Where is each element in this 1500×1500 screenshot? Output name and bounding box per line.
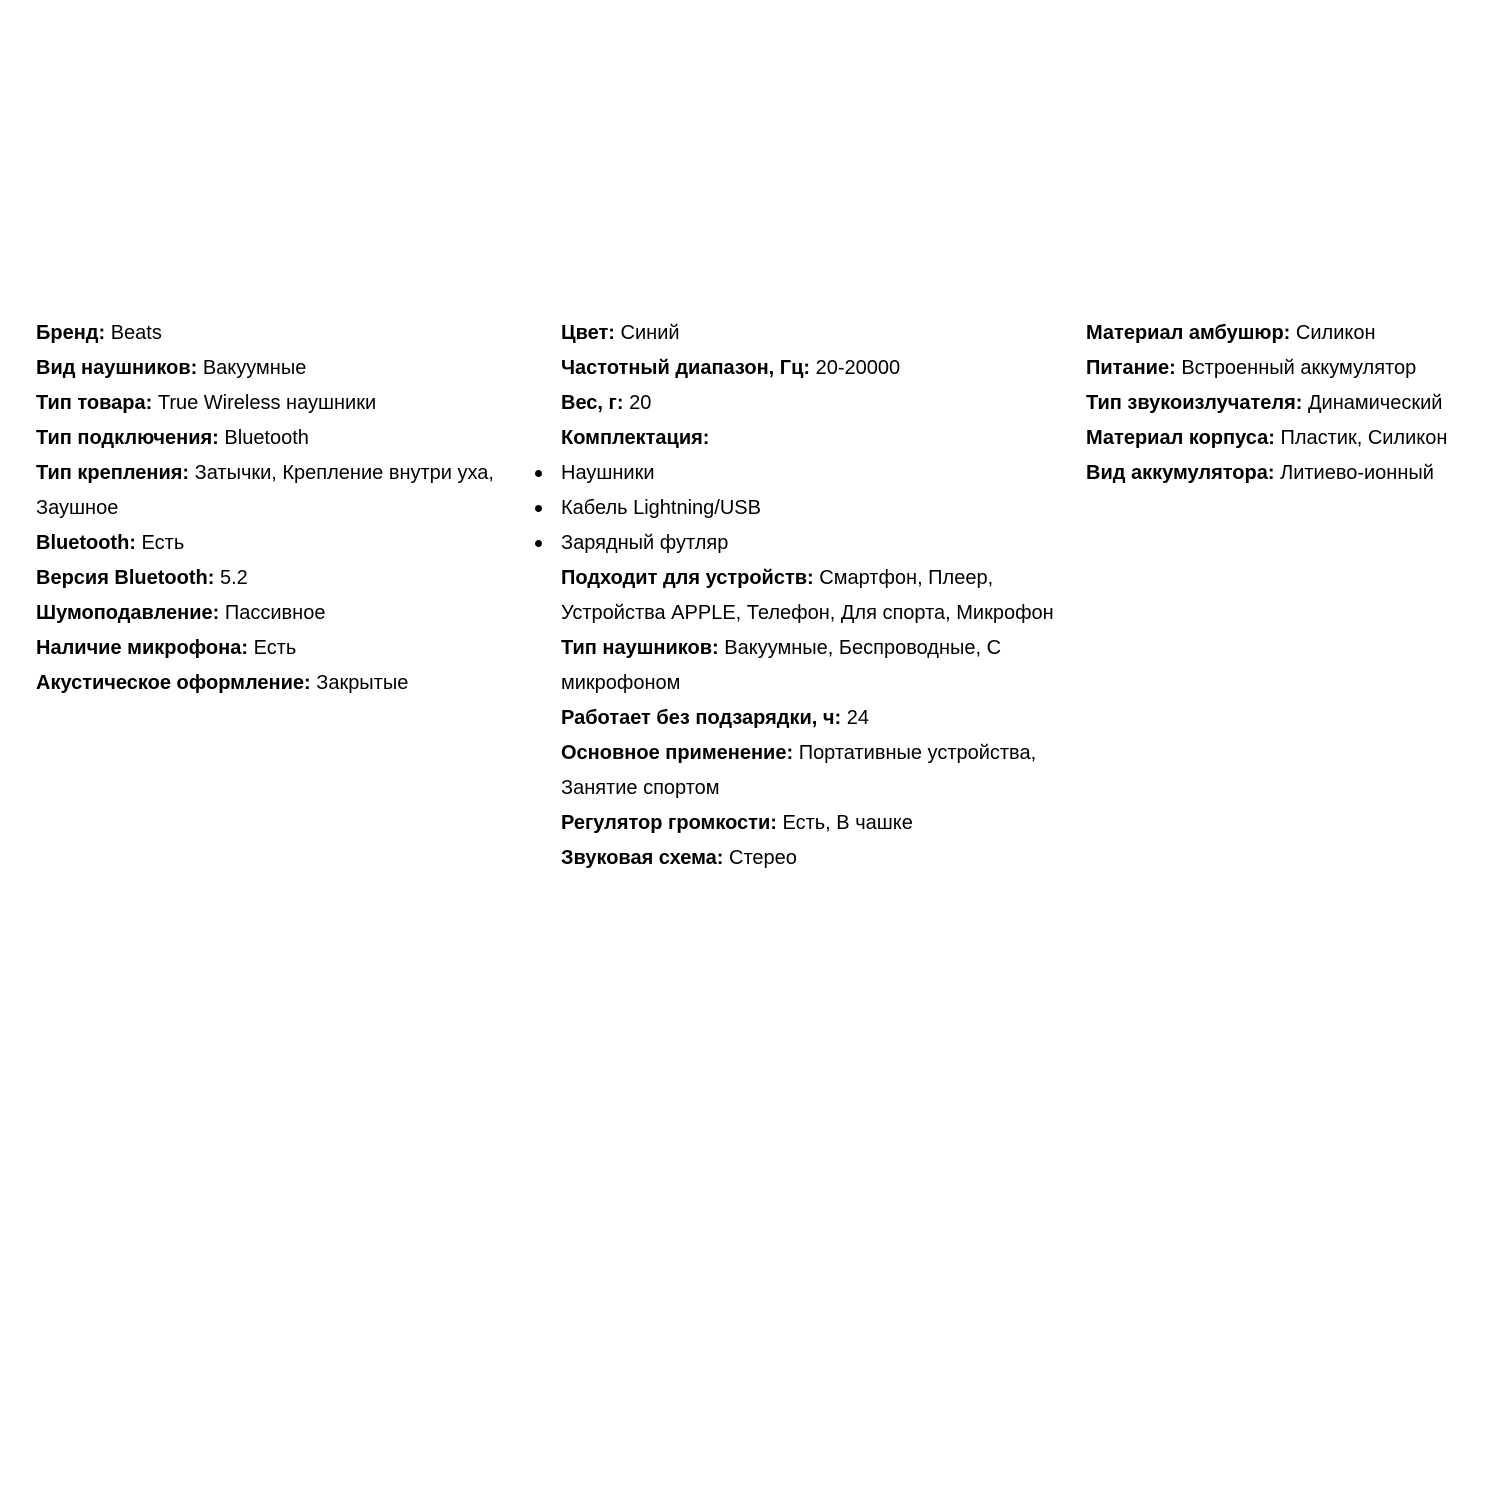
spec-row-mount-type (36, 456, 516, 526)
spec-key: Частотный диапазон, Гц: (561, 357, 811, 379)
package-contents-list (561, 456, 1061, 561)
spec-value: Встроенный аккумулятор (1181, 357, 1417, 379)
list-item-label: Наушники (561, 462, 655, 484)
spec-value: Смартфон, Плеер, Устройства APPLE, Телефон, Для спорта, Микрофон (561, 567, 1054, 624)
spec-row-earphone-kind (36, 351, 516, 386)
spec-value: 20-20000 (815, 357, 901, 379)
spec-value: Пассивное (224, 602, 326, 624)
bullet-icon (535, 540, 542, 547)
spec-key: Наличие микрофона: (36, 637, 249, 659)
list-item (561, 526, 1061, 561)
list-item (561, 456, 1061, 491)
spec-value: Есть (141, 532, 185, 554)
spec-key: Тип наушников: (561, 637, 719, 659)
spec-row-bluetooth (36, 526, 516, 561)
spec-key: Регулятор громкости: (561, 812, 777, 834)
spec-row-battery-kind (1086, 456, 1486, 491)
spec-key: Работает без подзарядки, ч: (561, 707, 842, 729)
spec-key: Материал амбушюр: (1086, 322, 1291, 344)
spec-row-body-material (1086, 421, 1486, 456)
spec-row-brand (36, 316, 516, 351)
spec-key: Звуковая схема: (561, 847, 724, 869)
spec-key: Подходит для устройств: (561, 567, 814, 589)
spec-key: Версия Bluetooth: (36, 567, 215, 589)
spec-key: Тип товара: (36, 392, 153, 414)
spec-row-main-use (561, 736, 1061, 806)
spec-row-connection-type (36, 421, 516, 456)
spec-key: Тип крепления: (36, 462, 190, 484)
spec-value: Силикон (1295, 322, 1376, 344)
spec-key: Основное применение: (561, 742, 794, 764)
specs-column-1 (36, 316, 516, 701)
spec-row-color (561, 316, 1061, 351)
spec-key: Тип подключения: (36, 427, 219, 449)
spec-value: Есть, В чашке (782, 812, 913, 834)
spec-row-microphone (36, 631, 516, 666)
list-item (561, 491, 1061, 526)
product-specs (0, 316, 1500, 936)
list-item-label: Кабель Lightning/USB (561, 497, 761, 519)
spec-row-battery-life (561, 701, 1061, 736)
spec-value: 24 (846, 707, 869, 729)
list-item-label: Зарядный футляр (561, 532, 729, 554)
spec-value: 5.2 (219, 567, 248, 589)
specs-column-2 (561, 316, 1061, 876)
spec-key: Комплектация: (561, 427, 710, 449)
spec-value: Стерео (729, 847, 797, 869)
spec-value: Вакуумные (202, 357, 307, 379)
spec-key: Тип звукоизлучателя: (1086, 392, 1303, 414)
spec-row-eartip-material (1086, 316, 1486, 351)
spec-row-weight (561, 386, 1061, 421)
bullet-icon (535, 470, 542, 477)
spec-value: True Wireless наушники (157, 392, 377, 414)
spec-row-headphone-type (561, 631, 1061, 701)
spec-value: Динамический (1308, 392, 1443, 414)
spec-key: Шумоподавление: (36, 602, 220, 624)
spec-value: Bluetooth (224, 427, 309, 449)
spec-row-compatible-devices (561, 561, 1061, 631)
spec-row-noise-cancelling (36, 596, 516, 631)
spec-row-frequency-range (561, 351, 1061, 386)
spec-row-acoustic-design (36, 666, 516, 701)
spec-key: Вес, г: (561, 392, 624, 414)
spec-row-sound-scheme (561, 841, 1061, 876)
spec-key: Цвет: (561, 322, 615, 344)
spec-key: Вид наушников: (36, 357, 198, 379)
spec-row-package-contents (561, 421, 1061, 456)
spec-value: Закрытые (316, 672, 409, 694)
spec-value: Синий (620, 322, 680, 344)
specs-column-3 (1086, 316, 1486, 491)
spec-value: 20 (629, 392, 652, 414)
spec-row-bluetooth-version (36, 561, 516, 596)
spec-value: Есть (253, 637, 297, 659)
spec-key: Материал корпуса: (1086, 427, 1275, 449)
spec-row-power (1086, 351, 1486, 386)
spec-row-product-type (36, 386, 516, 421)
spec-value: Beats (110, 322, 162, 344)
spec-key: Бренд: (36, 322, 106, 344)
spec-key: Вид аккумулятора: (1086, 462, 1275, 484)
spec-key: Bluetooth: (36, 532, 136, 554)
spec-row-volume-control (561, 806, 1061, 841)
spec-key: Акустическое оформление: (36, 672, 311, 694)
spec-value: Литиево-ионный (1280, 462, 1434, 484)
spec-key: Питание: (1086, 357, 1176, 379)
spec-value: Портативные устройства, Занятие спортом (561, 742, 1037, 799)
spec-value: Пластик, Силикон (1280, 427, 1448, 449)
bullet-icon (535, 505, 542, 512)
spec-value: Затычки, Крепление внутри уха, Заушное (36, 462, 494, 519)
spec-value: Вакуумные, Беспроводные, С микрофоном (561, 637, 1002, 694)
spec-row-driver-type (1086, 386, 1486, 421)
